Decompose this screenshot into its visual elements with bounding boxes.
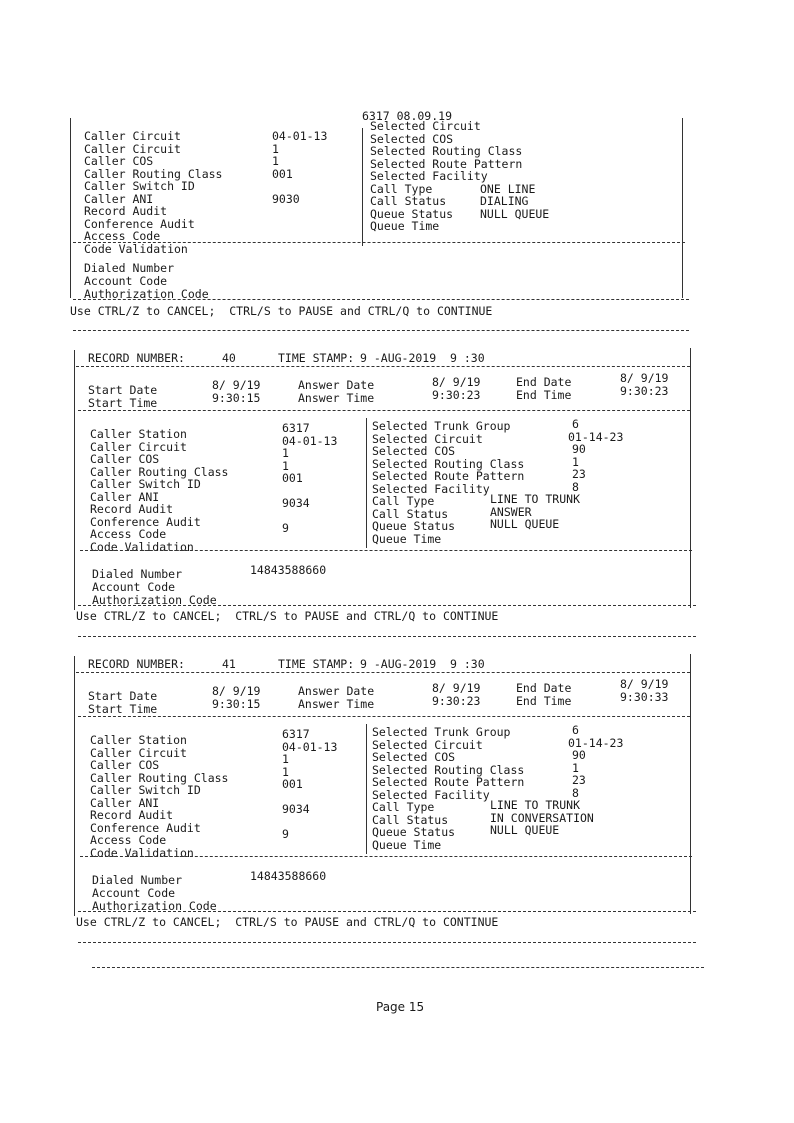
right-field-label: Selected Circuit: [370, 119, 481, 133]
right-field-label: Selected Trunk Group: [372, 419, 511, 433]
left-field-value: 04-01-13: [282, 433, 338, 448]
vertical-bar: [70, 118, 71, 298]
time-stamp-value: 9 -AUG-2019 9 :30: [360, 351, 485, 365]
left-field-value: 04-01-13: [282, 739, 338, 754]
left-field-value: 1: [282, 446, 289, 460]
authorization-code-label: Authorization Code: [84, 287, 209, 301]
right-field-label: Selected Circuit: [372, 737, 483, 752]
record-number-label: RECORD NUMBER:: [88, 657, 185, 671]
left-field-label: Caller Circuit: [90, 745, 187, 760]
dialed-number-label: Dialed Number: [92, 873, 183, 887]
dashed-rule: [76, 672, 690, 673]
left-field-label: Caller Circuit: [84, 129, 181, 143]
left-field-label: Code Validation: [90, 845, 194, 860]
dashed-rule: [73, 299, 689, 300]
dashed-rule: [78, 942, 696, 943]
dialed-number-value: 14843588660: [250, 563, 327, 577]
right-field-label: Queue Time: [370, 219, 440, 233]
right-field-label: Call Type: [372, 494, 435, 508]
trunk-value: 01-14-23: [568, 429, 624, 444]
right-field-label: Selected COS: [372, 444, 456, 458]
vertical-bar: [74, 350, 75, 610]
left-field-label: Caller Routing Class: [90, 770, 229, 785]
end-date-label: End Date: [516, 375, 572, 389]
answer-date-label: Answer Date: [298, 378, 375, 392]
left-field-value: 1: [282, 458, 289, 473]
dashed-rule: [78, 911, 696, 912]
vertical-bar: [74, 656, 75, 916]
right-field-value: NULL QUEUE: [480, 206, 550, 221]
right-field-label: Queue Time: [372, 837, 442, 852]
right-field-label: Queue Status: [372, 519, 456, 533]
dashed-rule: [76, 366, 690, 367]
right-field-label: Selected Trunk Group: [372, 725, 511, 739]
trunk-value: 01-14-23: [568, 735, 624, 750]
account-code-label: Account Code: [92, 580, 176, 594]
left-field-label: Caller Station: [90, 733, 187, 747]
control-prompt: Use CTRL/Z to CANCEL; CTRL/S to PAUSE and CTRL/Q to CONTINUE: [70, 304, 493, 318]
left-field-value: 9034: [282, 802, 310, 816]
end-date-label: End Date: [516, 681, 572, 695]
start-date-label: Start Date: [88, 383, 158, 397]
right-field-label: Selected Facility: [370, 169, 488, 183]
left-field-label: Caller Circuit: [84, 141, 181, 156]
start-date-label: Start Date: [88, 689, 158, 703]
dashed-rule: [78, 636, 696, 637]
account-code-label: Account Code: [84, 274, 168, 288]
trunk-value: 90: [572, 442, 586, 456]
right-field-label: Selected Route Pattern: [370, 156, 523, 171]
answer-time-value: 9:30:23: [432, 694, 481, 708]
vertical-bar: [690, 348, 691, 608]
trunk-value: 90: [572, 748, 586, 762]
time-stamp-value: 9 -AUG-2019 9 :30: [360, 657, 485, 671]
left-field-label: Record Audit: [90, 502, 174, 516]
record-number-value: 41: [222, 657, 236, 671]
answer-time-label: Answer Time: [298, 391, 375, 405]
answer-date-label: Answer Date: [298, 684, 375, 698]
left-field-value: 9034: [282, 496, 310, 510]
time-stamp-label: TIME STAMP:: [278, 351, 355, 365]
start-time-label: Start Time: [88, 702, 158, 716]
start-date-value: 8/ 9/19: [212, 684, 261, 698]
left-field-label: Caller Switch ID: [90, 477, 201, 491]
left-field-value: 001: [272, 166, 293, 181]
authorization-code-label: Authorization Code: [92, 899, 217, 913]
left-field-value: 1: [282, 764, 289, 779]
left-field-value: 04-01-13: [272, 129, 328, 143]
control-prompt: Use CTRL/Z to CANCEL; CTRL/S to PAUSE and CTRL/Q to CONTINUE: [76, 915, 499, 929]
dashed-rule: [78, 410, 690, 411]
left-field-label: Caller ANI: [90, 489, 160, 504]
trunk-value: 23: [572, 773, 586, 787]
left-field-label: Caller ANI: [90, 795, 160, 810]
trunk-value: 23: [572, 467, 586, 481]
left-field-label: Caller Switch ID: [90, 783, 201, 797]
dashed-rule: [78, 716, 690, 717]
trunk-value: 8: [572, 785, 579, 800]
left-field-label: Access Code: [90, 527, 167, 541]
right-field-label: Selected Facility: [372, 481, 490, 496]
vertical-bar: [366, 724, 367, 854]
vertical-bar: [682, 118, 683, 298]
start-date-value: 8/ 9/19: [212, 378, 261, 392]
dashed-rule: [80, 856, 692, 857]
left-field-label: Access Code: [84, 229, 161, 243]
start-time-label: Start Time: [88, 396, 158, 410]
right-field-label: Selected Routing Class: [372, 762, 525, 777]
right-field-label: Selected COS: [372, 750, 456, 764]
record-number-value: 40: [222, 351, 236, 365]
left-field-value: 1: [282, 752, 289, 766]
left-field-label: Caller Switch ID: [84, 179, 195, 193]
right-field-label: Selected Facility: [372, 787, 490, 802]
answer-time-value: 9:30:23: [432, 388, 481, 402]
account-code-label: Account Code: [92, 886, 176, 900]
page-header: 6317 08.09.19: [362, 109, 453, 123]
left-field-value: 6317: [282, 421, 310, 435]
call-type-value: LINE TO TRUNK: [490, 798, 581, 812]
left-field-label: Conference Audit: [90, 514, 201, 529]
left-field-label: Caller COS: [90, 452, 160, 466]
left-field-label: Caller Station: [90, 427, 187, 441]
left-field-value: 1: [272, 141, 279, 156]
right-field-value: ONE LINE: [480, 181, 536, 196]
left-field-label: Access Code: [90, 833, 167, 847]
left-field-value: 9: [282, 827, 289, 841]
right-field-label: Queue Status: [370, 206, 454, 221]
dashed-rule: [92, 967, 704, 968]
dashed-rule: [80, 550, 692, 551]
time-stamp-label: TIME STAMP:: [278, 657, 355, 671]
vertical-bar: [362, 128, 363, 246]
queue-status-value: NULL QUEUE: [490, 517, 560, 531]
left-field-label: Record Audit: [84, 204, 168, 218]
right-field-label: Selected Routing Class: [372, 456, 525, 471]
vertical-bar: [690, 654, 691, 914]
left-field-label: Caller Circuit: [90, 439, 187, 454]
answer-date-value: 8/ 9/19: [432, 375, 481, 389]
control-prompt: Use CTRL/Z to CANCEL; CTRL/S to PAUSE and CTRL/Q to CONTINUE: [76, 609, 499, 623]
end-date-value: 8/ 9/19: [620, 677, 669, 691]
left-field-value: 001: [282, 777, 303, 791]
trunk-value: 1: [572, 760, 579, 775]
trunk-value: 8: [572, 479, 579, 494]
right-field-label: Call Status: [372, 506, 449, 521]
answer-time-label: Answer Time: [298, 697, 375, 711]
dialed-number-label: Dialed Number: [84, 261, 175, 275]
right-field-label: Call Status: [372, 812, 449, 827]
left-field-label: Conference Audit: [84, 216, 195, 231]
page-number: Page 15: [376, 1000, 425, 1014]
call-status-value: IN CONVERSATION: [490, 810, 594, 825]
end-time-label: End Time: [516, 388, 572, 402]
left-field-value: 9030: [272, 191, 300, 206]
start-time-value: 9:30:15: [212, 391, 261, 405]
dialed-number-value: 14843588660: [250, 869, 327, 883]
dialed-number-label: Dialed Number: [92, 567, 183, 581]
record-number-label: RECORD NUMBER:: [88, 351, 185, 365]
right-field-label: Queue Status: [372, 825, 456, 839]
start-time-value: 9:30:15: [212, 697, 261, 711]
right-field-value: DIALING: [480, 194, 529, 208]
left-field-label: Conference Audit: [90, 820, 201, 835]
left-field-value: 6317: [282, 727, 310, 741]
right-field-label: Queue Time: [372, 531, 442, 546]
call-type-value: LINE TO TRUNK: [490, 492, 581, 506]
left-field-label: Caller ANI: [84, 191, 154, 206]
right-field-label: Selected Circuit: [372, 431, 483, 446]
left-field-label: Code Validation: [90, 539, 194, 554]
left-field-label: Caller Routing Class: [90, 464, 229, 479]
end-time-value: 9:30:33: [620, 690, 669, 704]
queue-status-value: NULL QUEUE: [490, 823, 560, 837]
left-field-value: 1: [272, 154, 279, 168]
left-field-label: Record Audit: [90, 808, 174, 822]
right-field-label: Call Type: [372, 800, 435, 814]
left-field-value: 9: [282, 521, 289, 535]
right-field-label: Call Status: [370, 194, 447, 208]
left-field-label: Caller Routing Class: [84, 166, 223, 181]
dashed-rule: [78, 605, 696, 606]
end-date-value: 8/ 9/19: [620, 371, 669, 385]
trunk-value: 6: [572, 723, 579, 737]
right-field-label: Call Type: [370, 181, 433, 196]
dashed-rule: [73, 330, 689, 331]
right-field-label: Selected Routing Class: [370, 144, 523, 158]
dashed-rule: [73, 242, 685, 243]
answer-date-value: 8/ 9/19: [432, 681, 481, 695]
end-time-value: 9:30:23: [620, 384, 669, 398]
right-field-label: Selected COS: [370, 131, 454, 146]
vertical-bar: [366, 418, 367, 548]
right-field-label: Selected Route Pattern: [372, 469, 525, 483]
left-field-label: Caller COS: [84, 154, 154, 168]
trunk-value: 1: [572, 454, 579, 469]
call-status-value: ANSWER: [490, 504, 532, 519]
trunk-value: 6: [572, 417, 579, 431]
authorization-code-label: Authorization Code: [92, 593, 217, 607]
left-field-label: Code Validation: [84, 241, 188, 256]
left-field-label: Caller COS: [90, 758, 160, 772]
end-time-label: End Time: [516, 694, 572, 708]
right-field-label: Selected Route Pattern: [372, 775, 525, 789]
left-field-value: 001: [282, 471, 303, 485]
